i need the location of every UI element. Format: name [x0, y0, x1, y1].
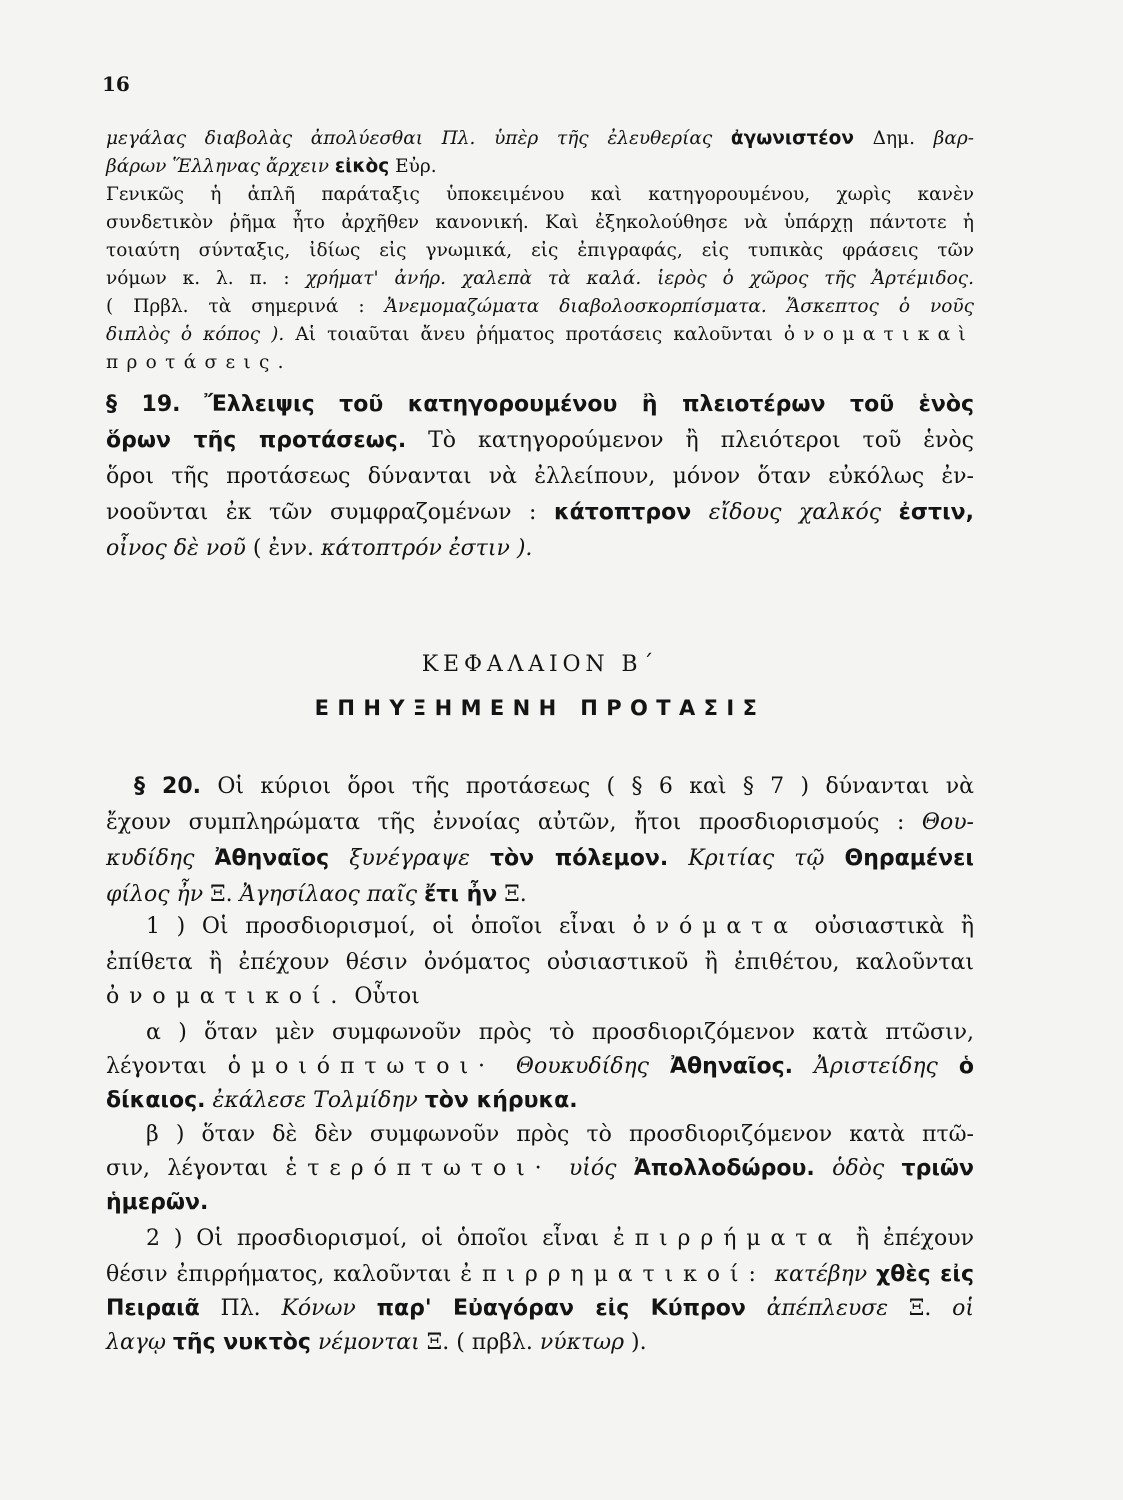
text-line: ὅρων τῆς προτάσεως. Τὸ κατηγορούμενον ἢ πλειότεροι τοῦ ἑνὸς [106, 428, 974, 453]
text-line: βάρων Ἕλληνας ἄρχειν εἰκὸς Εὐρ. [106, 156, 437, 177]
text-line: ὅροι τῆς προτάσεως δύνανται νὰ ἐλλείπουν, μόνον ὅταν εὐκόλως ἐν- [106, 464, 974, 489]
text-line: σιν, λέγονται ἑτερόπτωτοι· υἱός Ἀπολλοδώρου. ὁδὸς τριῶν [106, 1156, 974, 1181]
text-line: διπλὸς ὁ κόπος ). Αἱ τοιαῦται ἄνευ ῥήματος προτάσεις καλοῦνται ὀνοματικαὶ [106, 324, 974, 345]
text-line: λέγονται ὁμοιόπτωτοι· Θουκυδίδης Ἀθηναῖος. Ἀριστείδης ὁ [106, 1054, 975, 1079]
text-line: α ) ὅταν μὲν συμφωνοῦν πρὸς τὸ προσδιοριζόμενον κατὰ πτῶσιν, [146, 1020, 974, 1045]
section-heading: § 19. Ἔλλειψις τοῦ κατηγορουμένου ἢ πλειοτέρων τοῦ ἑνὸς [106, 392, 974, 417]
text-line: ἡμερῶν. [106, 1190, 209, 1215]
text-line: ( Πρβλ. τὰ σημερινά : Ἀνεμομαζώματα διαβολοσκορπίσματα. Ἄσκεπτος ὁ νοῦς [106, 296, 974, 317]
text-line: δίκαιος. ἐκάλεσε Τολμίδην τὸν κήρυκα. [106, 1088, 578, 1113]
chapter-subtitle: ΕΠΗΥΞΗΜΕΝΗ ΠΡΟΤΑΣΙΣ [314, 696, 766, 720]
text-line: κυδίδης Ἀθηναῖος ξυνέγραψε τὸν πόλεμον. Κριτίας τῷ Θηραμένει [106, 846, 974, 871]
text-line: ὀνοματικοί. Οὗτοι [106, 984, 420, 1009]
text-line: νοοῦνται ἐκ τῶν συμφραζομένων : κάτοπτρον εἴδους χαλκός ἐστιν, [106, 500, 975, 525]
text-line: οἶνος δὲ νοῦ ( ἐνν. κάτοπτρόν ἐστιν ). [106, 536, 533, 561]
section-heading: § 20. Οἱ κύριοι ὅροι τῆς προτάσεως ( § 6 καὶ § 7 ) δύνανται νὰ [134, 774, 974, 799]
text-line: ἔχουν συμπληρώματα τῆς ἐννοίας αὐτῶν, ἤτοι προσδιορισμούς : Θου- [106, 810, 974, 835]
section-number: § 20. [134, 774, 202, 799]
text-line: β ) ὅταν δὲ δὲν συμφωνοῦν πρὸς τὸ προσδιοριζόμενον κατὰ πτῶ- [146, 1122, 974, 1147]
text-line: συνδετικὸν ῥῆμα ἦτο ἀρχῆθεν κανονική. Καὶ ἐξηκολούθησε νὰ ὑπάρχῃ πάντοτε ἡ [106, 212, 974, 233]
text-line: 1 ) Οἱ προσδιορισμοί, οἱ ὁποῖοι εἶναι ὀνόματα οὐσιαστικὰ ἢ [146, 914, 975, 939]
text-line: φίλος ἦν Ξ. Ἀγησίλαος παῖς ἔτι ἦν Ξ. [106, 882, 527, 907]
chapter-title: ΚΕΦΑΛΑΙΟΝ Β΄ [421, 652, 659, 677]
page-number: 16 [102, 72, 130, 96]
text-line: 2 ) Οἱ προσδιορισμοί, οἱ ὁποῖοι εἶναι ἐπιρρήματα ἢ ἐπέχουν [146, 1226, 974, 1251]
text-line: προτάσεις. [106, 352, 292, 373]
text-line: μεγάλας διαβολὰς ἀπολύεσθαι Πλ. ὑπὲρ τῆς ἐλευθερίας ἀγωνιστέον Δημ. βαρ- [106, 128, 974, 149]
text-line: Πειραιᾶ Πλ. Κόνων παρ' Εὐαγόραν εἰς Κύπρον ἀπέπλευσε Ξ. οἱ [106, 1296, 974, 1321]
text-line: λαγῳ τῆς νυκτὸς νέμονται Ξ. ( πρβλ. νύκτωρ ). [106, 1330, 647, 1355]
text-line: ἐπίθετα ἢ ἐπέχουν θέσιν ὀνόματος οὐσιαστικοῦ ἢ ἐπιθέτου, καλοῦνται [106, 950, 974, 975]
text-line: νόμων κ. λ. π. : χρήματ' ἀνήρ. χαλεπὰ τὰ καλά. ἱερὸς ὁ χῶρος τῆς Ἀρτέμιδος. [106, 268, 974, 289]
text-line: Γενικῶς ἡ ἁπλῆ παράταξις ὑποκειμένου καὶ κατηγορουμένου, χωρὶς κανὲν [106, 184, 974, 205]
text-line: θέσιν ἐπιρρήματος, καλοῦνται ἐπιρρηματικοί: κατέβην χθὲς εἰς [106, 1262, 974, 1287]
text-line: τοιαύτη σύνταξις, ἰδίως εἰς γνωμικά, εἰς ἐπιγραφάς, εἰς τυπικὰς φράσεις τῶν [106, 240, 974, 261]
section-number: § 19. [106, 392, 181, 417]
